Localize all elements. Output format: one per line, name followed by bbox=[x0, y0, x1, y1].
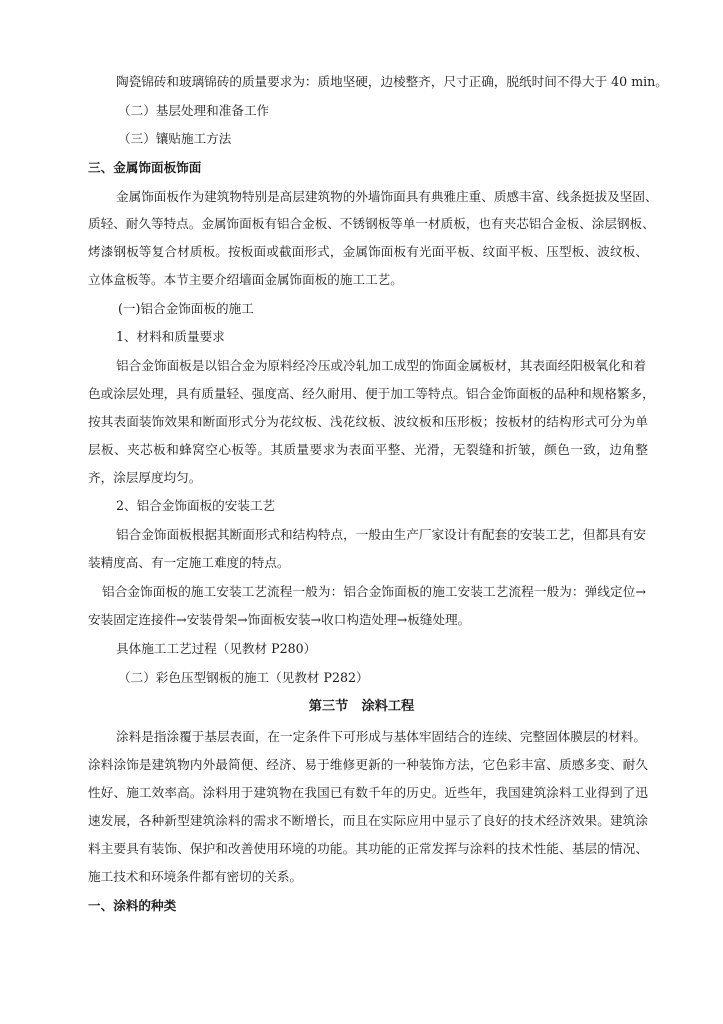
paragraph-line: 铝合金饰面板是以铝合金为原料经冷压或冷轧加工成型的饰面金属板材，其表面经阳极氧化和着 bbox=[116, 358, 646, 373]
paragraph-line: 烤漆钢板等复合材质板。按板面或截面形式，金属饰面板有光面平板、纹面平板、压型板、波纹板、 bbox=[88, 244, 648, 259]
section-heading: 三、金属饰面板饰面 bbox=[88, 160, 202, 175]
paragraph-line: 涂料涂饰是建筑物内外最简便、经济、易于维修更新的一种装饰方法，它色彩丰富、质感多变、耐久 bbox=[88, 757, 648, 772]
paragraph-line: 金属饰面板作为建筑物特别是高层建筑物的外墙饰面具有典雅庄重、质感丰富、线条挺拔及坚固、 bbox=[116, 189, 658, 204]
paragraph-line: 色或涂层处理，具有质量轻、强度高、经久耐用、便于加工等特点。铝合金饰面板的品种和规格繁多， bbox=[88, 386, 655, 401]
paragraph-line: 料主要具有装饰、保护和改善使用环境的功能。其功能的正常发挥与涂料的技术性能、基层的情况、 bbox=[88, 841, 648, 856]
paragraph-line: 质轻、耐久等特点。金属饰面板有铝合金板、不锈钢板等单一材质板，也有夹芯铝合金板、涂层钢板、 bbox=[88, 216, 655, 231]
chapter-section-title: 第三节 涂料工程 bbox=[308, 699, 415, 714]
paragraph-line: 立体盒板等。本节主要介绍墙面金属饰面板的施工工艺。 bbox=[88, 272, 403, 287]
paragraph-line: 涂料是指涂覆于基层表面，在一定条件下可形成与基体牢固结合的连续、完整固体膜层的材料。 bbox=[116, 729, 646, 744]
paragraph-line: 层板、夹芯板和蜂窝空心板等。其质量要求为表面平整、光滑，无裂缝和折皱，颜色一致，边角整 bbox=[88, 442, 648, 457]
paragraph-line: 装精度高、有一定施工难度的特点。 bbox=[88, 555, 290, 570]
paragraph-line: 施工技术和环境条件都有密切的关系。 bbox=[88, 869, 303, 884]
section-heading: 一、涂料的种类 bbox=[88, 898, 177, 913]
paragraph-line: 速发展，各种新型建筑涂料的需求不断增长，而且在实际应用中显示了良好的技术经济效果。建筑涂 bbox=[88, 813, 648, 828]
subsection-heading: 2、铝合金饰面板的安装工艺 bbox=[116, 498, 276, 513]
paragraph-line: 性好、施工效率高。涂料用于建筑物在我国已有数千年的历史。近些年，我国建筑涂料工业得到了迅 bbox=[88, 785, 648, 800]
subsection-heading: （二）彩色压型钢板的施工（见教材 P282） bbox=[118, 670, 369, 685]
subsection-heading: (一)铝合金饰面板的施工 bbox=[118, 301, 254, 316]
paragraph-line: 陶瓷锦砖和玻璃锦砖的质量要求为：质地坚硬，边棱整齐，尺寸正确，脱纸时间不得大于 40 min。 bbox=[116, 74, 668, 89]
paragraph-line: 齐，涂层厚度均匀。 bbox=[88, 470, 202, 485]
subsection-heading: 1、材料和质量要求 bbox=[116, 329, 225, 344]
paragraph-line: 按其表面装饰效果和断面形式分为花纹板、浅花纹板、波纹板和压形板；按板材的结构形式可分为单 bbox=[88, 414, 648, 429]
paragraph-line: 安装固定连接件→安装骨架→饰面板安装→收口构造处理→板缝处理。 bbox=[88, 612, 471, 627]
list-item-heading: （二）基层处理和准备工作 bbox=[118, 103, 270, 118]
paragraph-line: 铝合金饰面板根据其断面形式和结构特点，一般由生产厂家设计有配套的安装工艺，但都具有安 bbox=[116, 527, 646, 542]
list-item-heading: （三）镶贴施工方法 bbox=[118, 131, 232, 146]
paragraph-line: 具体施工工艺过程（见教材 P280） bbox=[116, 641, 317, 656]
paragraph-line: 铝合金饰面板的施工安装工艺流程一般为：铝合金饰面板的施工安装工艺流程一般为：弹线定位→ bbox=[102, 584, 646, 599]
